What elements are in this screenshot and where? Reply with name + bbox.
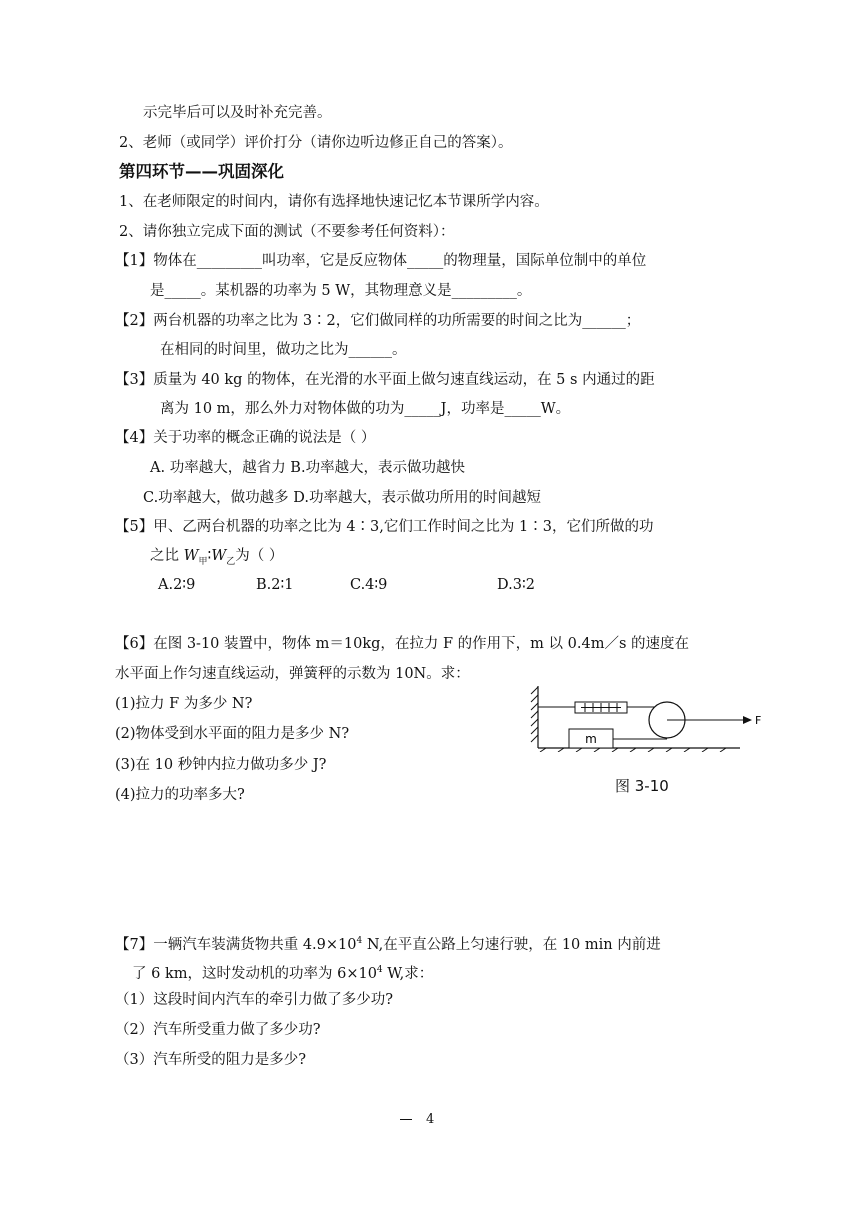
question-1-line: 是_____。某机器的功率为 5 W，其物理意义是_________。 — [150, 283, 532, 299]
question-7-subq: （2）汽车所受重力做了多少功? — [115, 1022, 321, 1038]
force-label: F — [755, 714, 762, 727]
question-6-subq: (1)拉力 F 为多少 N? — [115, 696, 253, 712]
text-line: 2、老师（或同学）评价打分（请你边听边修正自己的答案）。 — [119, 135, 513, 151]
question-3-line: 【3】质量为 40 kg 的物体，在光滑的水平面上做匀速直线运动，在 5 s 内通过的距 — [115, 372, 655, 388]
text-line: 示完毕后可以及时补充完善。 — [143, 105, 332, 121]
question-5-option-a: A.2∶9 — [158, 577, 196, 593]
question-2-line: 在相同的时间里，做功之比为______。 — [160, 342, 407, 358]
question-7-line: 【7】一辆汽车装满货物共重 $4.9\times 10^4$ N,在平直公路上匀速行驶，在 10 min 内前进 — [115, 936, 661, 953]
question-6-line: 水平面上作匀速直线运动，弹簧秤的示数为 10N。求： — [115, 666, 470, 682]
question-6-subq: (4)拉力的功率多大? — [115, 787, 245, 803]
page-footer — [400, 1112, 434, 1127]
question-7-subq: （1）这段时间内汽车的牵引力做了多少功? — [115, 992, 393, 1008]
question-5-line: 【5】甲、乙两台机器的功率之比为 4∶3,它们工作时间之比为 1∶3，它们所做的功 — [115, 519, 654, 535]
footer-dash — [400, 1119, 412, 1120]
block-label: m — [585, 732, 597, 746]
question-5-line: 之比 $W_甲∶W_乙$为（ ） — [150, 548, 284, 567]
question-6-subq: (3)在 10 秒钟内拉力做功多少 J? — [115, 757, 327, 773]
text-line: 2、请你独立完成下面的测试（不要参考任何资料）： — [119, 224, 455, 240]
question-5-option-c: C.4∶9 — [350, 577, 388, 593]
question-4-options: C.功率越大，做功越多 D.功率越大，表示做功所用的时间越短 — [143, 490, 542, 506]
question-4-options: A. 功率越大，越省力 B.功率越大，表示做功越快 — [150, 460, 466, 476]
wall-hatching — [531, 687, 538, 742]
question-6-line: 【6】在图 3-10 装置中，物体 m＝10kg，在拉力 F 的作用下，m 以 0.4m／s 的速度在 — [115, 636, 690, 652]
page-number: 4 — [426, 1112, 435, 1127]
question-5-option-b: B.2∶1 — [256, 577, 294, 593]
pulley-spring-diagram — [530, 682, 762, 752]
question-2-line: 【2】两台机器的功率之比为 3∶2，它们做同样的功所需要的时间之比为______； — [115, 313, 641, 329]
question-6-subq: (2)物体受到水平面的阻力是多少 N? — [115, 726, 350, 742]
force-arrow — [743, 716, 752, 724]
question-3-line: 离为 10 m，那么外力对物体做的功为_____J，功率是_____W。 — [160, 401, 571, 417]
section-heading: 第四环节——巩固深化 — [119, 162, 284, 181]
question-7-subq: （3）汽车所受的阻力是多少? — [115, 1052, 306, 1068]
figure-caption: 图 3-10 — [615, 777, 669, 795]
question-5-option-d: D.3∶2 — [497, 577, 535, 593]
question-4-line: 【4】关于功率的概念正确的说法是（ ） — [115, 430, 376, 446]
question-1-line: 【1】物体在_________叫功率，它是反应物体_____的物理量，国际单位制中的单位 — [115, 253, 647, 269]
text-line: 1、在老师限定的时间内，请你有选择地快速记忆本节课所学内容。 — [119, 194, 549, 210]
question-7-line: 了 6 km，这时发动机的功率为 $6\times 10^4$ W,求： — [132, 965, 434, 982]
